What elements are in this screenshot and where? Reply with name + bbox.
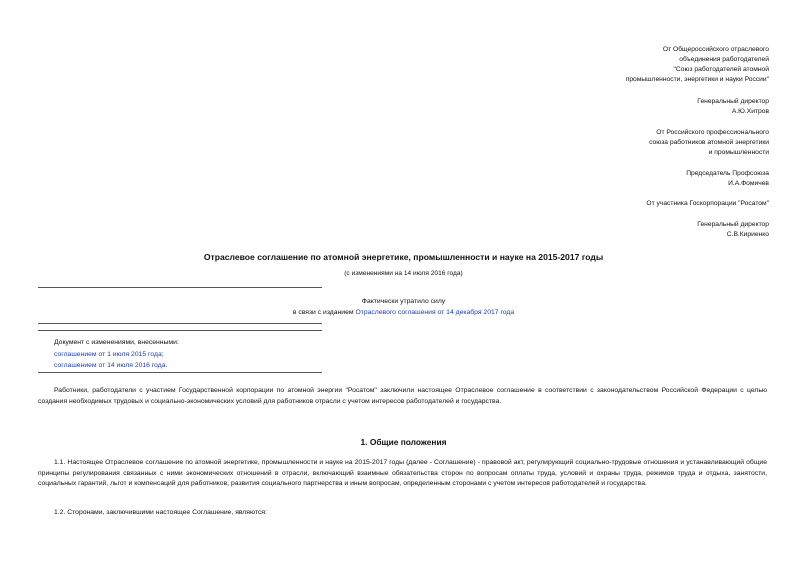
rosatom-head-position: Генеральный директор — [697, 221, 769, 228]
divider — [38, 330, 322, 331]
union-line-1: От Российского профессионального — [656, 129, 769, 136]
employers-line-2: объединения работодателей — [679, 56, 769, 63]
union-head-position: Председатель Профсоюза — [686, 170, 769, 177]
changes-link-2016[interactable]: соглашением от 14 июля 2016 года. — [54, 362, 168, 369]
employers-head-name: А.Ю.Хитров — [731, 108, 769, 115]
signature-employers-head — [697, 97, 769, 117]
signature-employers — [626, 45, 769, 85]
status-prefix: в связи с изданием — [292, 309, 356, 316]
clause-1-1: 1.1. Настоящее Отраслевое соглашение по атомной энергетике, промышленности и науке на 2015-2017 годы (далее - Соглашение) - правовой акт, регулирующий социально-трудовые отношения и устанавливающий общие принципы регулирования связанных с ними экономических отношений в отрасли, включающий взаимные обязательства сторон по вопросам оплаты труда, условий и охраны труда, режимов труда и отдыха, занятости, социальных гарантий, льгот и компенсаций для работников, развития социального партнерства и иным вопросам, определенным сторонами с учетом интересов работодателей и государства. — [38, 459, 767, 487]
document-title: Отраслевое соглашение по атомной энергетике, промышленности и науке на 2015-2017 годы — [203, 252, 604, 262]
preamble-paragraph: Работники, работодатели с участием Государственной корпорации по атомной энергии "Росатом" заключили настоящее Отраслевое соглашение в соответствии с законодательством Российской Федерации с целью создания необходимых трудовых и социально-экономических условий для работников отрасли с учетом интересов работодателей и государства. — [38, 387, 767, 405]
rosatom-head-name: С.В.Кириенко — [726, 231, 769, 238]
divider — [38, 287, 322, 288]
changes-label: Документ с изменениями, внесенными: — [54, 339, 179, 346]
employers-head-position: Генеральный директор — [697, 98, 769, 105]
divider — [38, 323, 322, 324]
union-line-2: союза работников атомной энергетики — [649, 139, 769, 146]
signature-union — [649, 128, 769, 158]
clause-1-2: 1.2. Сторонами, заключившими настоящее Соглашение, являются: — [54, 509, 267, 516]
signature-rosatom-head — [697, 220, 769, 240]
employers-line-4: промышленности, энергетики и науки России" — [625, 76, 769, 83]
rosatom-line-1: От участника Госкорпорации "Росатом" — [646, 200, 769, 207]
union-head-name: И.А.Фомичев — [728, 180, 769, 187]
document-subtitle: (с изменениями на 14 июля 2016 года) — [344, 270, 463, 277]
divider — [38, 372, 322, 373]
signature-union-head — [686, 169, 769, 189]
status-line-1: Фактически утратило силу — [361, 298, 446, 305]
employers-line-3: "Союз работодателей атомной — [673, 66, 769, 73]
employers-line-1: От Общероссийского отраслевого — [662, 46, 769, 53]
signature-rosatom — [646, 199, 769, 209]
status-line-2 — [0, 309, 807, 316]
changes-block — [54, 337, 179, 372]
changes-link-2015[interactable]: соглашением от 1 июля 2015 года; — [54, 350, 164, 358]
status-link[interactable]: Отраслевого соглашения от 14 декабря 2017 года — [355, 309, 515, 316]
union-line-3: и промышленности — [708, 149, 769, 156]
section-title: 1. Общие положения — [360, 437, 447, 447]
